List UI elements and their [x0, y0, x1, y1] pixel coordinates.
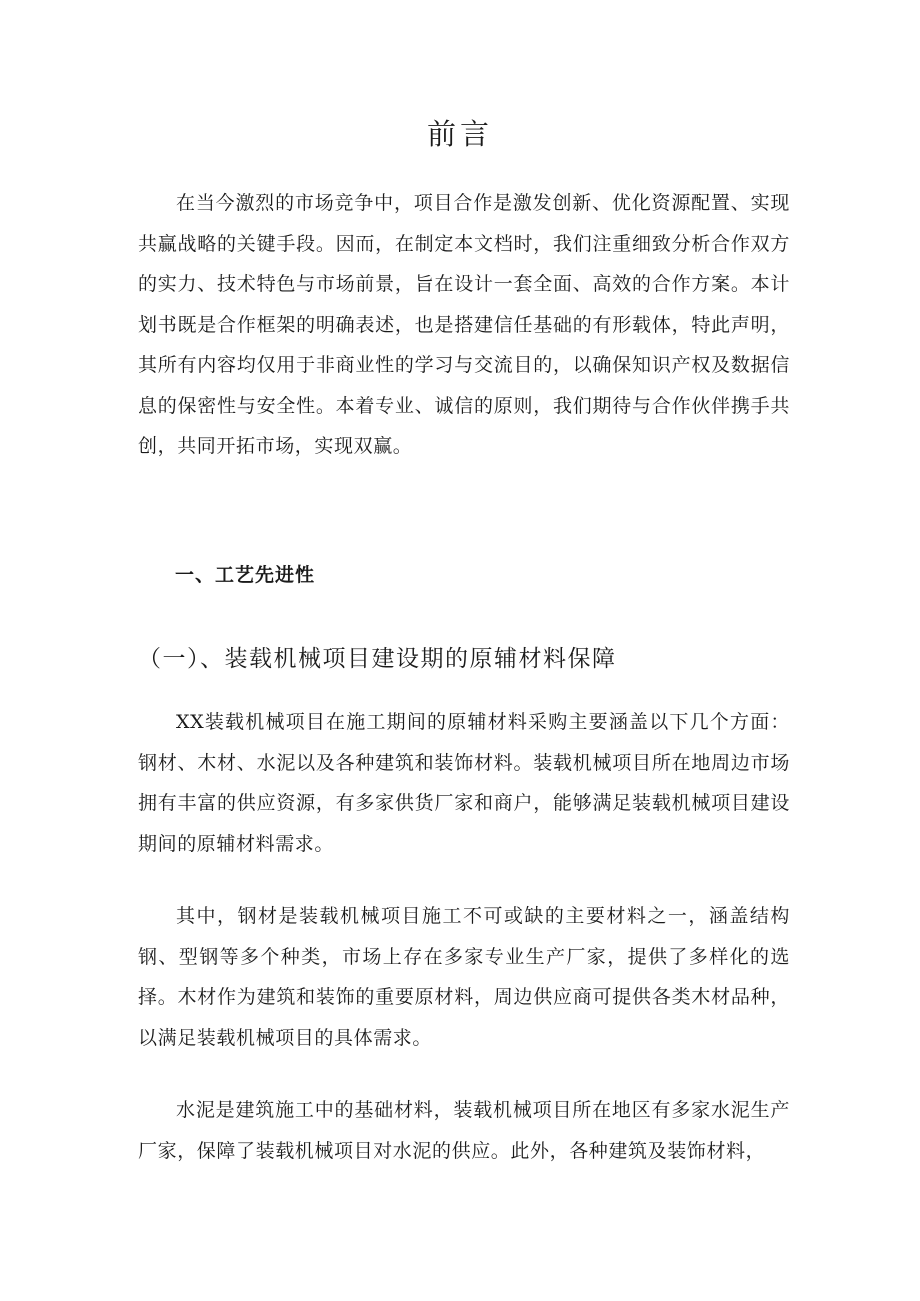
- intro-paragraph: 在当今激烈的市场竞争中，项目合作是激发创新、优化资源配置、实现共赢战略的关键手段。因而，在制定本文档时，我们注重细致分析合作双方的实力、技术特色与市场前景，旨在设计一套全面、高效的合作方案。本计划书既是合作框架的明确表述，也是搭建信任基础的有形载体，特此声明，其所有内容均仅用于非商业性的学习与交流目的，以确保知识产权及数据信息的保密性与安全性。本着专业、诚信的原则，我们期待与合作伙伴携手共创，共同开拓市场，实现双赢。: [138, 192, 790, 457]
- body-paragraph: 其中，钢材是装载机械项目施工不可或缺的主要材料之一，涵盖结构钢、型钢等多个种类，市场上存在多家专业生产厂家，提供了多样化的选择。木材作为建筑和装饰的重要原材料，周边供应商可提供各类木材品种，以满足装载机械项目的具体需求。: [138, 905, 790, 1049]
- page-title: 前言: [426, 117, 493, 151]
- section-heading: 一、工艺先进性: [175, 564, 316, 586]
- body-paragraph: 水泥是建筑施工中的基础材料，装载机械项目所在地区有多家水泥生产厂家，保障了装载机械项目对水泥的供应。此外，各种建筑及装饰材料，: [138, 1099, 790, 1162]
- subsection-heading: （一）、装载机械项目建设期的原辅材料保障: [138, 646, 617, 672]
- body-paragraph: XX装载机械项目在施工期间的原辅材料采购主要涵盖以下几个方面：钢材、木材、水泥以及各种建筑和装饰材料。装载机械项目所在地周边市场拥有丰富的供应资源，有多家供货厂家和商户，能够满足装载机械项目建设期间的原辅材料需求。: [138, 711, 790, 855]
